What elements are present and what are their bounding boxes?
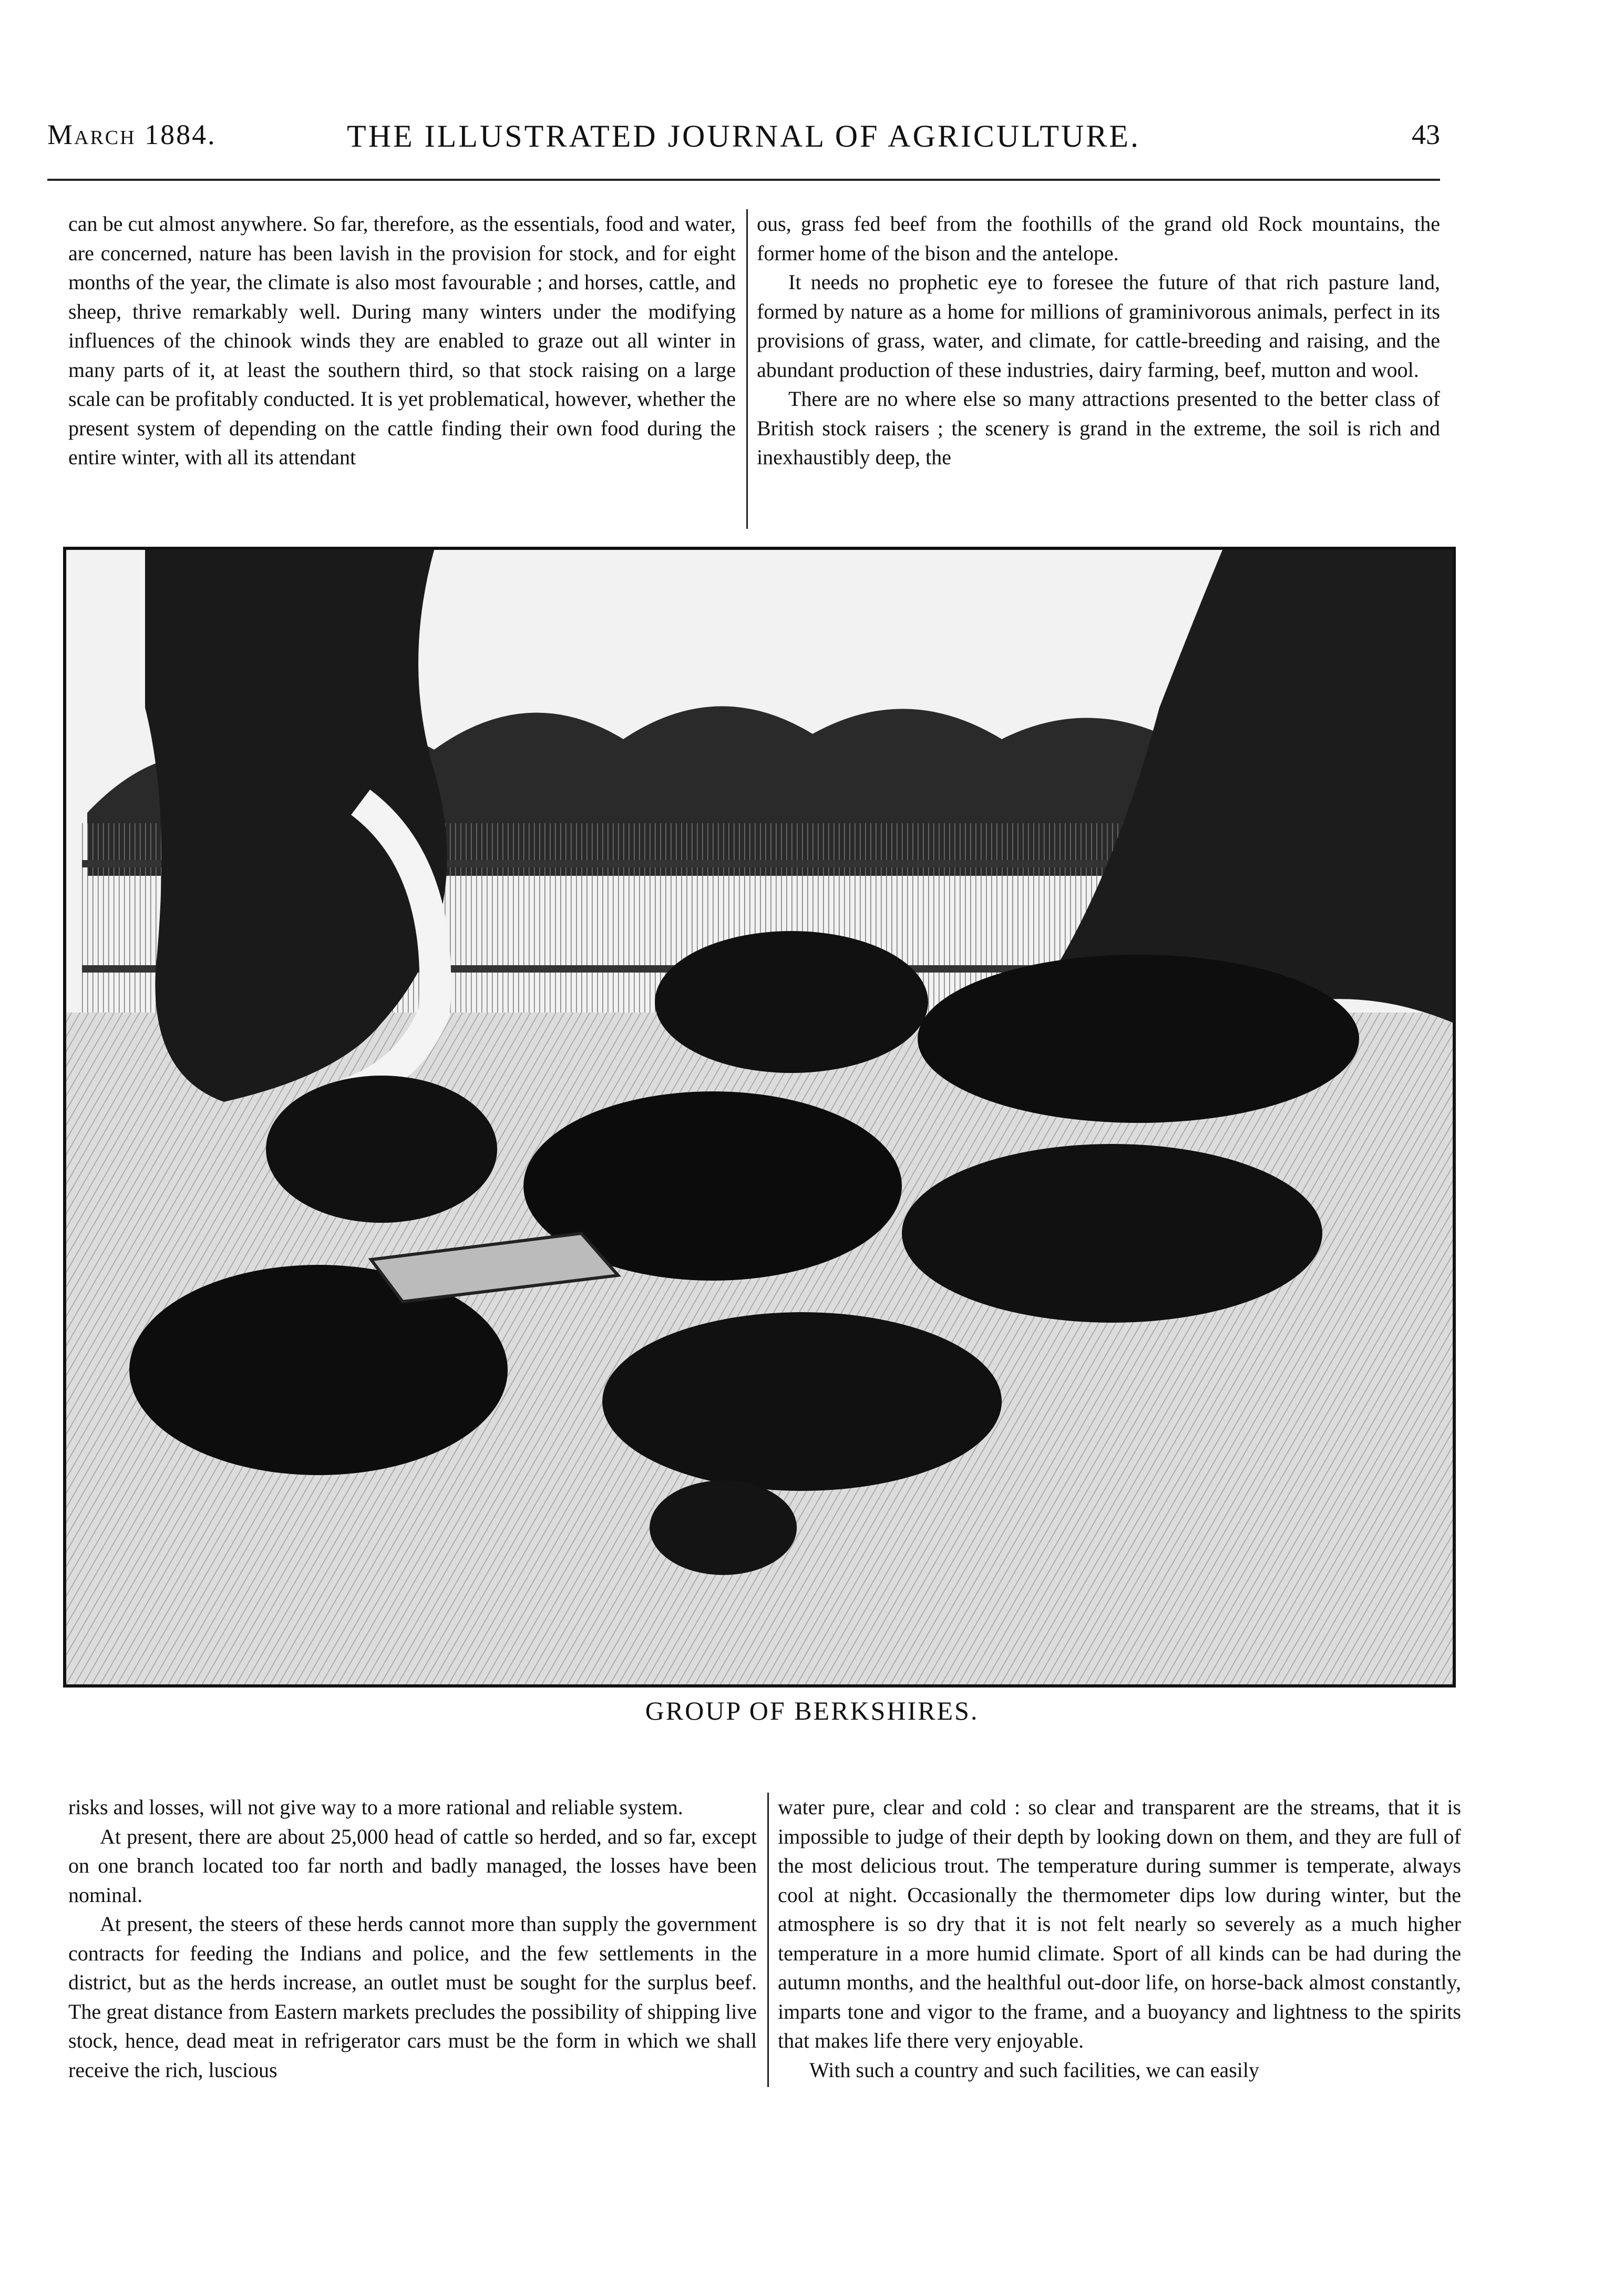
column-divider [746,209,748,529]
paragraph: With such a country and such facilities, we can easily [809,2058,1259,2082]
issue-date: March 1884. [47,119,217,150]
paragraph: water pure, clear and cold : so clear and transparent are the streams, that it is impossible to judge of their depth by looking down on them, and they are full of the most delicious trout. The temperature during summer is temperate, always cool at night. Occasionally the thermometer dips low during winter, but the atmosphere is so dry that it is not felt nearly so severely as a much higher temperature in a more humid climate. Sport of all kinds can be had during the autumn months, and the healthful out-door life, on horse-back almost constantly, imparts tone and vigor to the frame, and a buoyancy and lightness to the spirits that makes life there very enjoyable. [778,1795,1461,2052]
bottom-right-column [778,1793,1461,2140]
top-left-column [68,209,736,525]
berkshire-pigs-engraving [66,550,1453,1684]
paragraph: At present, there are about 25,000 head of cattle so herded, and so far, except on one branch located too far north and badly managed, the losses have been nominal. [68,1824,757,1907]
page-header [47,118,1440,166]
paragraph: It needs no prophetic eye to foresee the future of that rich pasture land, formed by nature as a home for millions of graminivorous animals, perfect in its provisions of grass, water, and climate, for cattle-breeding and raising, and the abundant production of these industries, dairy farming, beef, mutton and wool. [757,270,1440,382]
figure-caption: GROUP OF BERKSHIRES. [645,1696,979,1725]
bottom-left-column [68,1793,757,2140]
journal-title: THE ILLUSTRATED JOURNAL OF AGRICULTURE. [347,119,1140,154]
engraving-illustration [63,547,1456,1688]
paragraph: risks and losses, will not give way to a more rational and reliable system. [68,1795,683,1819]
paragraph: can be cut almost anywhere. So far, therefore, as the essentials, food and water, are concerned, nature has been lavish in the provision for stock, and for eight months of the year, the climate is also most favourable ; and horses, cattle, and sheep, thrive remarkably well. During many winters under the modifying influences of the chinook winds they are enabled to graze out all winter in many parts of it, at least the southern third, so that stock raising on a large scale can be profitably conducted. It is yet problematical, however, whether the present system of depending on the cattle finding their own food during the entire winter, with all its attendant [68,212,736,469]
paragraph: At present, the steers of these herds cannot more than supply the government contracts for feeding the Indians and police, and the few settlements in the district, but as the herds increase, an outlet must be sought for the surplus beef. The great distance from Eastern markets precludes the possibility of shipping live stock, hence, dead meat in refrigerator cars must be the form in which we shall receive the rich, luscious [68,1912,757,2082]
header-rule [47,179,1440,181]
top-right-column [757,209,1440,525]
paragraph: ous, grass fed beef from the foothills of the grand old Rock mountains, the former home of the bison and the antelope. [757,212,1440,265]
column-divider [767,1793,769,2087]
page-number: 43 [1412,119,1440,150]
paragraph: There are no where else so many attractions presented to the better class of British stock raisers ; the scenery is grand in the extreme, the soil is rich and inexhaustibly deep, the [757,387,1440,469]
